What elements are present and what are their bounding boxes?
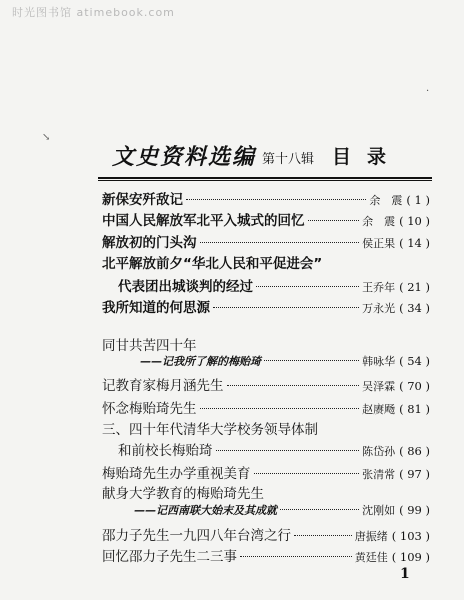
entry-author: 余 震: [369, 194, 403, 207]
page-speck: ·: [426, 86, 430, 97]
entry-author: 沈刚如: [362, 504, 396, 517]
entry-page: ( 99 ): [399, 503, 430, 517]
page-speck: ↘: [42, 132, 51, 143]
dot-leader: [216, 450, 360, 451]
entry-page: ( 86 ): [399, 444, 430, 458]
page-number: 1: [400, 566, 410, 582]
toc-entry: [102, 296, 430, 318]
toc-entry: [102, 545, 430, 567]
dot-leader: [280, 509, 359, 510]
entry-subtitle: ——记我所了解的梅贻琦: [140, 355, 261, 368]
entry-author: 王乔年: [362, 281, 396, 294]
entry-page: ( 54 ): [399, 354, 430, 368]
entry-page: ( 81 ): [399, 402, 430, 416]
dot-leader: [254, 473, 360, 474]
dot-leader: [186, 199, 366, 200]
entry-title: 和前校长梅贻琦: [118, 443, 213, 459]
dot-leader: [308, 220, 360, 221]
entry-title: 解放初的门头沟: [102, 235, 197, 251]
entry-author: 余 震: [362, 215, 396, 228]
entry-author: 吴泽霖: [362, 380, 396, 393]
entry-page: ( 70 ): [399, 379, 430, 393]
entry-author: 侯正果: [362, 237, 396, 250]
entry-title: 献身大学教育的梅贻琦先生: [102, 486, 264, 502]
entry-title: 梅贻琦先生办学重视美育: [102, 466, 251, 482]
toc-entry: [102, 231, 430, 253]
entry-author: 唐振绪: [354, 530, 388, 543]
dot-leader: [200, 242, 360, 243]
dot-leader: [240, 556, 352, 557]
dot-leader: [200, 408, 360, 409]
entry-title: 三、四十年代清华大学校务领导体制: [102, 422, 318, 438]
header-rule-thin: [98, 180, 432, 181]
entry-page: ( 34 ): [399, 301, 430, 315]
dot-leader: [264, 360, 359, 361]
entry-title: 代表团出城谈判的经过: [118, 279, 253, 295]
header-rule: [98, 177, 432, 179]
toc-entry: [102, 462, 430, 484]
entry-title: 同甘共苦四十年: [102, 338, 197, 354]
entry-title: 回忆邵力子先生二三事: [102, 549, 237, 565]
toc-entry: [102, 188, 430, 210]
toc-entry: [140, 353, 430, 375]
entry-author: 赵赓飏: [362, 403, 396, 416]
entry-author: 韩咏华: [362, 355, 396, 368]
toc-entry: [118, 439, 430, 461]
toc-entry: [102, 397, 430, 419]
entry-subtitle: ——记西南联大始末及其成就: [134, 504, 277, 517]
entry-author: 张清常: [362, 468, 396, 481]
entry-title: 中国人民解放军北平入城式的回忆: [102, 213, 305, 229]
issue-label: 第十八辑: [262, 152, 315, 167]
entry-page: ( 1 ): [406, 193, 430, 207]
series-title: 文史资料选编: [112, 144, 257, 170]
entry-title: 北平解放前夕“华北人民和平促进会”: [102, 256, 323, 272]
entry-title: 新保安歼敌记: [102, 192, 183, 208]
toc-entry: [102, 209, 430, 231]
entry-page: ( 103 ): [391, 529, 430, 543]
toc-entry: [118, 275, 430, 297]
entry-author: 陈岱孙: [362, 445, 396, 458]
entry-page: ( 109 ): [391, 550, 430, 564]
toc-header: [112, 140, 432, 168]
dot-leader: [294, 535, 352, 536]
watermark: 时光图书馆 atimebook.com: [12, 6, 175, 19]
entry-title: 我所知道的何思源: [102, 300, 210, 316]
entry-title: 怀念梅贻琦先生: [102, 401, 197, 417]
entry-author: 万永光: [362, 302, 396, 315]
entry-title: 记教育家梅月涵先生: [102, 378, 224, 394]
entry-author: 黄廷佳: [354, 551, 388, 564]
dot-leader: [213, 307, 359, 308]
entry-page: ( 14 ): [399, 236, 430, 250]
entry-page: ( 21 ): [399, 280, 430, 294]
dot-leader: [256, 286, 359, 287]
toc-entry: [102, 524, 430, 546]
entry-title: 邵力子先生一九四八年台湾之行: [102, 528, 291, 544]
entry-page: ( 10 ): [399, 214, 430, 228]
entry-page: ( 97 ): [399, 467, 430, 481]
dot-leader: [227, 385, 360, 386]
toc-entry: [102, 374, 430, 396]
toc-title: 目录: [332, 146, 403, 168]
toc-entry: [134, 502, 430, 524]
